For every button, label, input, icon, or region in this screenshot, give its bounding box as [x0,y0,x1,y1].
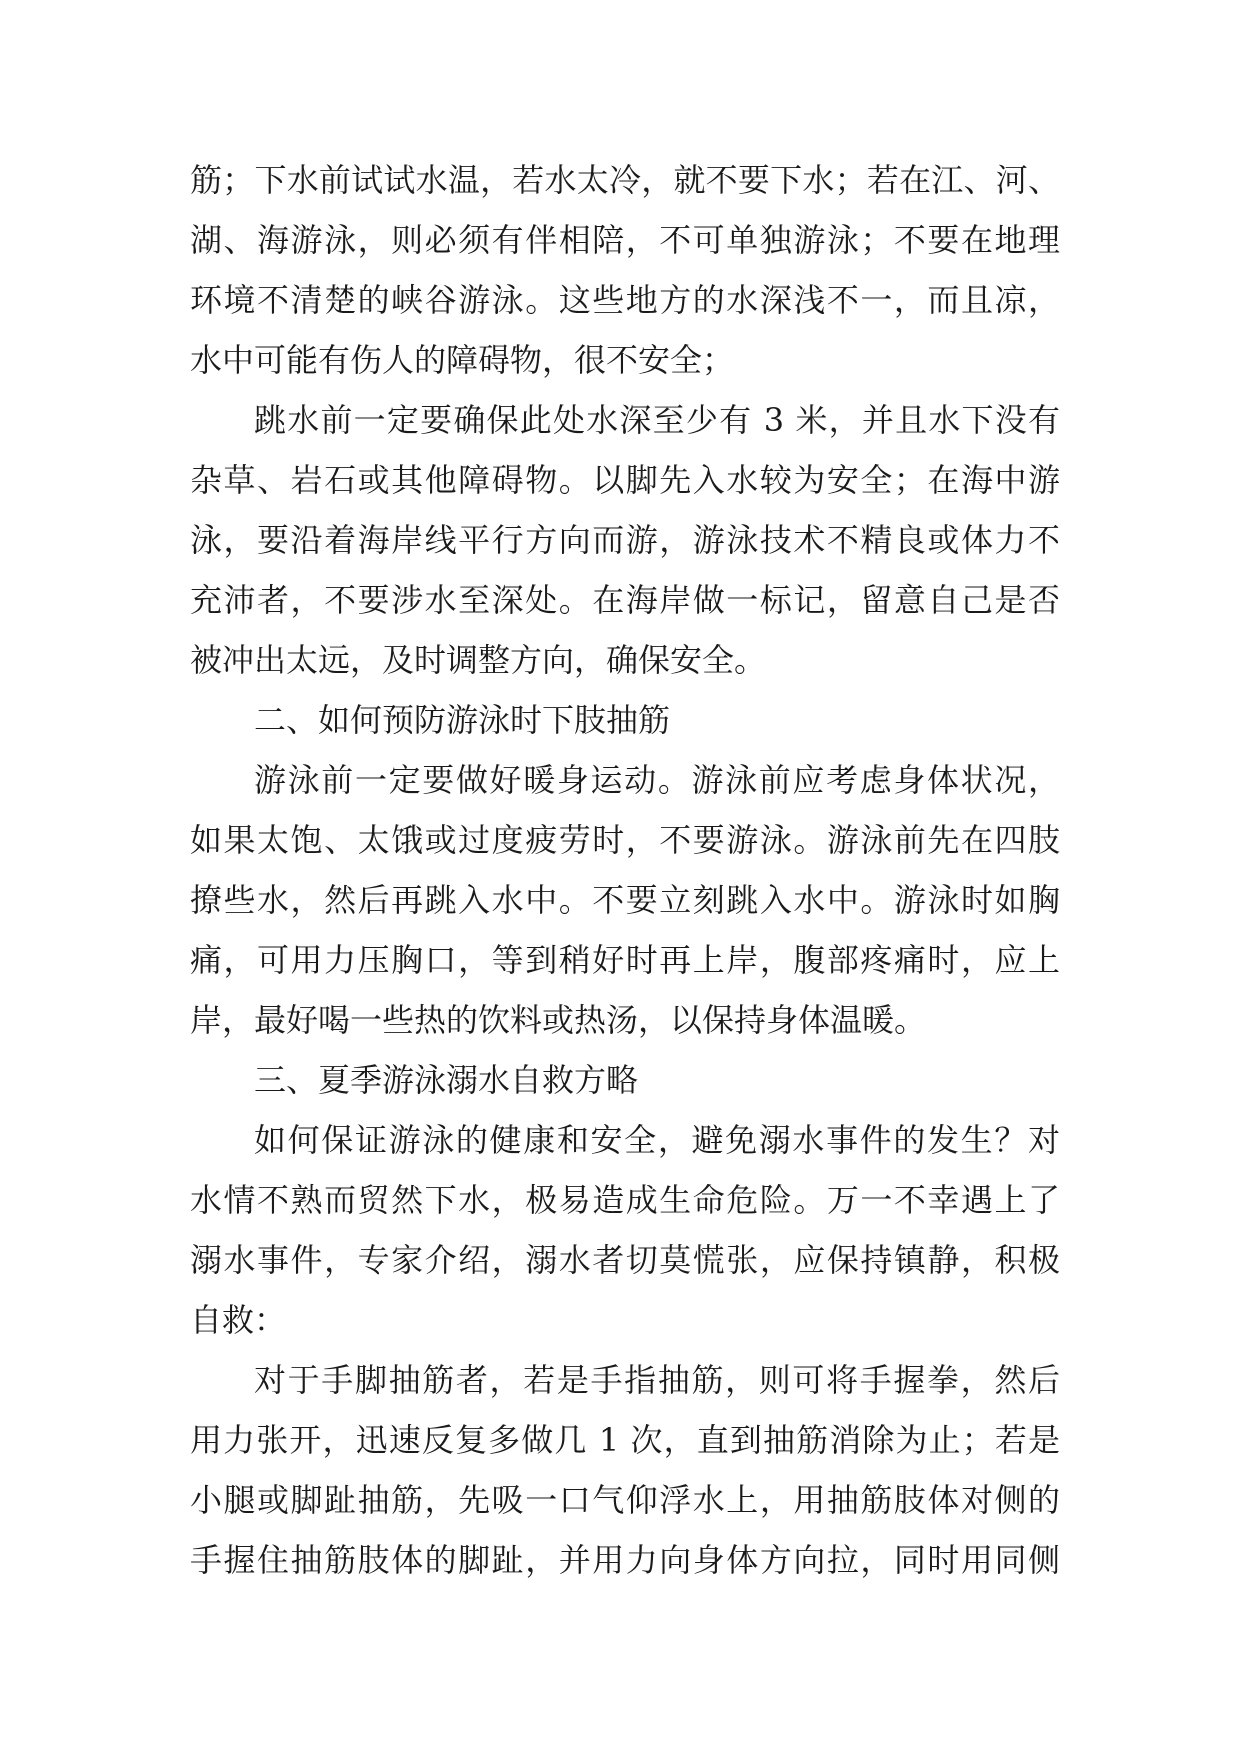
text-line: 水情不熟而贸然下水，极易造成生命危险。万一不幸遇上了 [190,1181,1060,1219]
text-line: 如果太饱、太饿或过度疲劳时，不要游泳。游泳前先在四肢 [190,821,1060,859]
text-line: 小腿或脚趾抽筋，先吸一口气仰浮水上，用抽筋肢体对侧的 [190,1481,1060,1519]
text-line: 自救： [190,1301,287,1339]
text-line: 撩些水，然后再跳入水中。不要立刻跳入水中。游泳时如胸 [190,881,1060,919]
text-line: 湖、海游泳，则必须有伴相陪，不可单独游泳；不要在地理 [190,221,1060,259]
text-line: 游泳前一定要做好暖身运动。游泳前应考虑身体状况， [254,761,1060,799]
text-line: 泳，要沿着海岸线平行方向而游，游泳技术不精良或体力不 [190,521,1060,559]
text-line: 跳水前一定要确保此处水深至少有 3 米，并且水下没有 [254,401,1060,439]
text-line: 岸，最好喝一些热的饮料或热汤，以保持身体温暖。 [190,1001,927,1039]
text-line: 环境不清楚的峡谷游泳。这些地方的水深浅不一，而且凉， [190,281,1060,319]
text-line: 水中可能有伤人的障碍物，很不安全； [190,341,735,379]
text-line: 溺水事件，专家介绍，溺水者切莫慌张，应保持镇静，积极 [190,1241,1060,1279]
document-page [190,150,1060,1590]
text-line: 被冲出太远，及时调整方向，确保安全。 [190,641,767,679]
text-line: 手握住抽筋肢体的脚趾，并用力向身体方向拉，同时用同侧 [190,1541,1060,1579]
text-line: 如何保证游泳的健康和安全，避免溺水事件的发生？对 [254,1121,1060,1159]
text-line: 用力张开，迅速反复多做几 1 次，直到抽筋消除为止；若是 [190,1421,1060,1459]
section-heading: 三、夏季游泳溺水自救方略 [254,1061,639,1099]
text-line: 痛，可用力压胸口，等到稍好时再上岸，腹部疼痛时，应上 [190,941,1060,979]
text-line: 杂草、岩石或其他障碍物。以脚先入水较为安全；在海中游 [190,461,1060,499]
text-line: 对于手脚抽筋者，若是手指抽筋，则可将手握拳，然后 [254,1361,1060,1399]
section-heading: 二、如何预防游泳时下肢抽筋 [254,701,671,739]
text-line: 充沛者，不要涉水至深处。在海岸做一标记，留意自己是否 [190,581,1060,619]
text-line: 筋；下水前试试水温，若水太冷，就不要下水；若在江、河、 [190,161,1060,199]
